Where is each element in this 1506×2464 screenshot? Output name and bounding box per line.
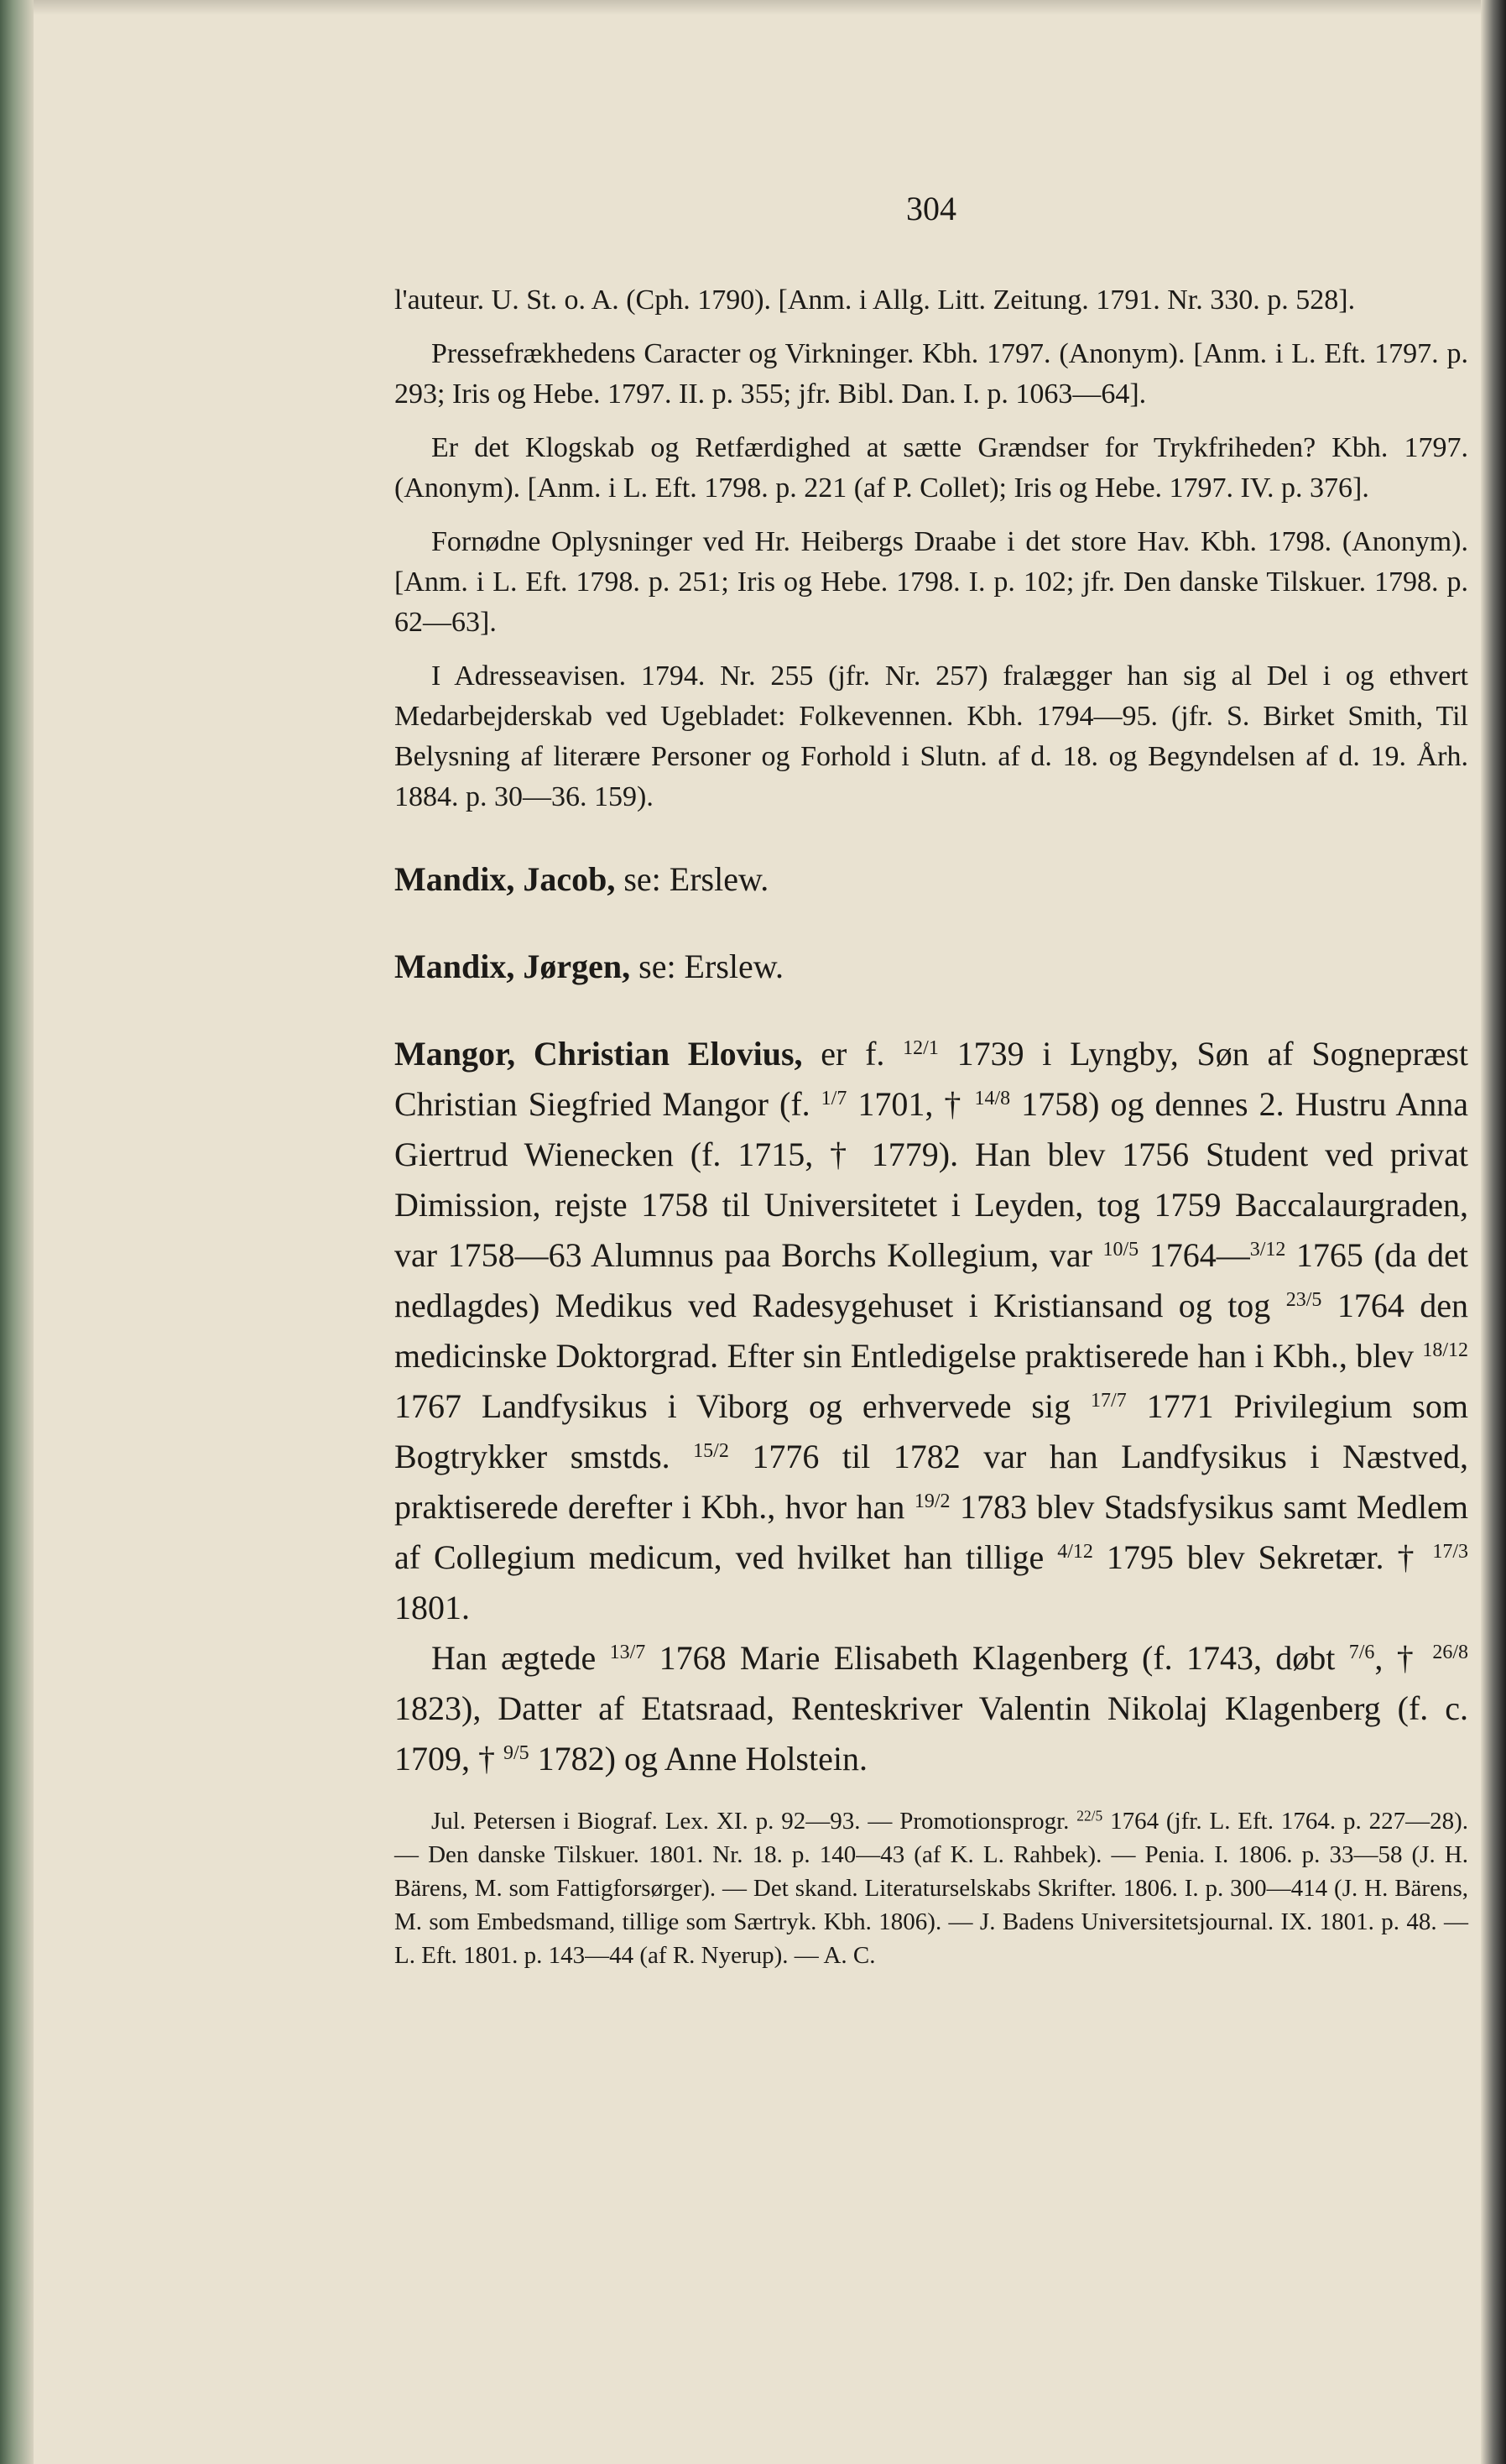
references-text: 1764 (jfr. L. Eft. 1764. p. 227—28). — Den danske Tilskuer. 1801. Nr. 18. p. 140—43 (af K. L. Rahbek). — Penia. I. 1806. p. 33—58 (J. H. Bärens, M. som Fattigforsørger). — Det skand. Literaturselskabs Skrifter. 1806. I. p. 300—414 (J. H. Bärens, M. som Embedsmand, tillige som Særtryk. Kbh. 1806). — J. Badens Universitetsjournal. IX. 1801. p. 48. — L. Eft. 1801. p. 143—44 (af R. Nyerup). — A. C. bbox=[394, 1808, 1468, 1969]
headword-reference: se: Erslew. bbox=[630, 947, 784, 985]
page-body bbox=[394, 189, 1468, 1997]
entry-text: Han ægtede bbox=[431, 1639, 610, 1677]
entry-text: , † bbox=[1374, 1639, 1433, 1677]
date-fraction: 1/7 bbox=[821, 1087, 847, 1109]
bib-paragraph-2: Pressefrækhedens Caracter og Virkninger. Kbh. 1797. (Anonym). [Anm. i L. Eft. 1797. p. 293; Iris og Hebe. 1797. II. p. 355; jfr. Bibl. Dan. I. p. 1063—64]. bbox=[394, 338, 1468, 410]
date-fraction: 3/12 bbox=[1249, 1238, 1286, 1261]
bibliography-continuation bbox=[394, 280, 1468, 817]
bib-paragraph-4: Fornødne Oplysninger ved Hr. Heibergs Draabe i det store Hav. Kbh. 1798. (Anonym). [Anm. i L. Eft. 1798. p. 251; Iris og Hebe. 1798. I. p. 102; jfr. Den danske Tilskuer. 1798. p. 62—63]. bbox=[394, 526, 1468, 638]
date-fraction: 13/7 bbox=[609, 1641, 646, 1663]
headword-reference: se: Erslew. bbox=[615, 860, 769, 898]
entry-mangor bbox=[394, 1029, 1468, 1784]
date-fraction: 14/8 bbox=[974, 1087, 1011, 1109]
entry-text: 1823), Datter af Etatsraad, Renteskriver Valentin Nikolaj Klagenberg (f. c. 1709, † bbox=[394, 1689, 1468, 1778]
entry-text: 1758) og dennes 2. Hustru Anna Giertrud Wienecken (f. 1715, † 1779). Han blev 1756 Student ved privat Dimission, rejste 1758 til Universitetet i Leyden, tog 1759 Baccalaurgraden, var 1758—63 Alumnus paa Borchs Kollegium, var bbox=[394, 1085, 1469, 1274]
entry-text: 1764— bbox=[1139, 1236, 1250, 1274]
entry-paragraph-2 bbox=[394, 1633, 1468, 1784]
entry-text: 1765 (da det nedlagdes) Medikus ved Radesygehuset i Kristiansand og tog bbox=[394, 1236, 1468, 1324]
entry-text: 1764 den medicinske Doktorgrad. Efter sin Entledigelse praktiserede han i Kbh., blev bbox=[394, 1287, 1468, 1375]
entry-text: 1795 blev Sekretær. † bbox=[1092, 1538, 1433, 1576]
date-fraction: 7/6 bbox=[1348, 1641, 1375, 1663]
references-text: Jul. Petersen i Biograf. Lex. XI. p. 92—93. — Promotionsprogr. bbox=[431, 1808, 1077, 1835]
entry-text: 1801. bbox=[394, 1589, 470, 1626]
date-fraction: 19/2 bbox=[914, 1490, 951, 1512]
entry-text: 1768 Marie Elisabeth Klagenberg (f. 1743, døbt bbox=[645, 1639, 1349, 1677]
entry-text: 1783 blev Stadsfysikus samt Medlem af Collegium medicum, ved hvilket han tillige bbox=[394, 1488, 1468, 1576]
date-fraction: 26/8 bbox=[1432, 1641, 1468, 1663]
date-fraction: 15/2 bbox=[693, 1439, 729, 1462]
entry-headword: Mangor, Christian Elovius, bbox=[394, 1035, 803, 1073]
date-fraction: 12/1 bbox=[903, 1036, 939, 1059]
date-fraction: 17/3 bbox=[1432, 1540, 1468, 1563]
date-fraction: 10/5 bbox=[1102, 1238, 1139, 1261]
entry-text: er f. bbox=[802, 1035, 904, 1073]
page-gutter-left bbox=[0, 0, 34, 2464]
entry-text: 1782) og Anne Holstein. bbox=[529, 1740, 868, 1778]
page-number: 304 bbox=[906, 190, 956, 227]
date-fraction: 4/12 bbox=[1057, 1540, 1093, 1563]
bib-paragraph-5: I Adresseavisen. 1794. Nr. 255 (jfr. Nr. 257) fralægger han sig al Del i og ethvert Medarbejderskab ved Ugebladet: Folkevennen. Kbh. 1794—95. (jfr. S. Birket Smith, Til Belysning af literære Personer og Forhold i Slutn. af d. 18. og Begyndelsen af d. 19. Årh. 1884. p. 30—36. 159). bbox=[394, 660, 1468, 812]
page-edge-right bbox=[1481, 0, 1506, 2464]
bib-paragraph-1: l'auteur. U. St. o. A. (Cph. 1790). [Anm. i Allg. Litt. Zeitung. 1791. Nr. 330. p. 528]. bbox=[394, 285, 1356, 316]
entry-text: 1767 Landfysikus i Viborg og erhvervede sig bbox=[394, 1387, 1092, 1425]
date-fraction: 9/5 bbox=[503, 1741, 529, 1764]
headword-name: Mandix, Jacob, bbox=[394, 860, 616, 898]
date-fraction: 23/5 bbox=[1285, 1288, 1322, 1311]
page-edge-top bbox=[34, 0, 1481, 15]
entry-paragraph-1 bbox=[394, 1029, 1468, 1633]
date-fraction: 22/5 bbox=[1076, 1807, 1103, 1825]
entry-text: 1701, † bbox=[847, 1085, 975, 1123]
entry-text: 1776 til 1782 var han Landfysikus i Næstved, praktiserede derefter i Kbh., hvor han bbox=[394, 1438, 1468, 1526]
entry-text: 1771 Privilegium som Bogtrykker smstds. bbox=[394, 1387, 1468, 1475]
headword-mandix-jacob bbox=[394, 854, 1468, 905]
headword-mandix-jorgen bbox=[394, 942, 1468, 992]
entry-text: 1739 i Lyngby, Søn af Sognepræst Christian Siegfried Mangor (f. bbox=[394, 1035, 1469, 1123]
date-fraction: 18/12 bbox=[1422, 1339, 1468, 1361]
references bbox=[394, 1804, 1468, 1972]
headword-name: Mandix, Jørgen, bbox=[394, 947, 631, 985]
bib-paragraph-3: Er det Klogskab og Retfærdighed at sætte Grændser for Trykfriheden? Kbh. 1797. (Anonym). [Anm. i L. Eft. 1798. p. 221 (af P. Collet); Iris og Hebe. 1797. IV. p. 376]. bbox=[394, 432, 1468, 504]
date-fraction: 17/7 bbox=[1091, 1389, 1127, 1412]
